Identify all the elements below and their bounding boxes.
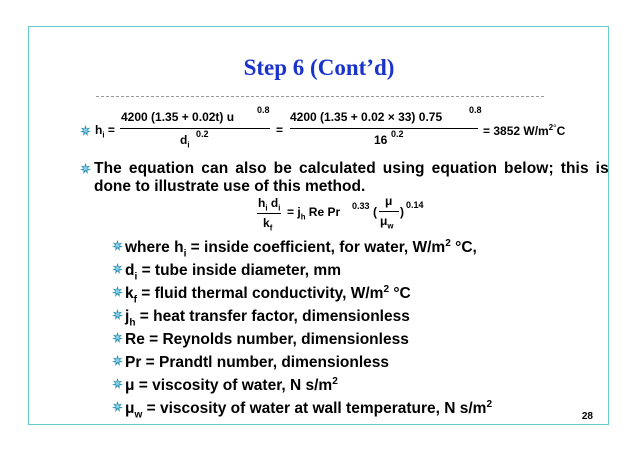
eq2-numerator: $h_i$ $d_i$ <box>258 196 281 213</box>
eq1-denominator-2: 16 <box>374 133 388 147</box>
eq1-denominator-1: $d_i$ <box>180 133 190 150</box>
eq1-numerator-2-exp: 0.8 <box>469 105 482 115</box>
eq1-lhs: $h_i$ = <box>95 123 115 140</box>
definition-item: $d_i$ = tube inside diameter, mm <box>125 262 341 283</box>
page-number: 28 <box>581 411 593 422</box>
eq2-fraction-bar <box>257 213 281 214</box>
definition-item: $\mu_w$ = viscosity of water at wall temperature, N $s/m^2$ <box>125 399 493 421</box>
eq2-rhs: = $j_h$ Re Pr <box>287 205 341 222</box>
definition-item: where $h_i$ = inside coefficient, for water, $W/m^2$ °C, <box>125 238 477 260</box>
bullet-icon <box>112 332 123 343</box>
slide-title: Step 6 (Cont’d) <box>243 55 395 80</box>
eq1-denominator-2-exp: 0.2 <box>391 129 404 139</box>
bullet-icon <box>112 355 123 366</box>
eq1-equals-2: = <box>276 123 284 137</box>
eq1-fraction-bar-2 <box>290 128 478 129</box>
bullet-icon <box>112 309 123 320</box>
bullet-icon <box>80 163 91 174</box>
definition-item: $j_h$ = heat transfer factor, dimensionless <box>125 308 410 329</box>
eq1-result: = 3852 $W/m^{2^\circ}C$ <box>483 123 566 138</box>
definition-item: μ = viscosity of water, N $s/m^2$ <box>125 376 338 395</box>
definition-item: $k_f$ = fluid thermal conductivity, $W/m^2$ °C <box>125 284 411 306</box>
bullet-icon <box>112 240 123 251</box>
bullet-icon <box>112 401 123 412</box>
bullet-icon <box>112 263 123 274</box>
eq1-numerator-1: 4200 (1.35 + 0.02t) u <box>121 110 235 124</box>
eq2-paren-exp: 0.14 <box>406 200 424 210</box>
definition-item: Re = Reynolds number, dimensionless <box>125 331 409 349</box>
eq2-mu: μ <box>385 194 393 208</box>
eq1-fraction-bar-1 <box>120 128 270 129</box>
definition-item: Pr = Prandtl number, dimensionless <box>125 354 390 372</box>
eq2-paren-open: ( <box>373 205 377 219</box>
eq2-mu-w: $\mu_w$ <box>380 214 394 231</box>
bullet-icon <box>80 125 91 136</box>
bullet-icon <box>112 378 123 389</box>
eq1-numerator-2: 4200 (1.35 + 0.02 × 33) 0.75 <box>290 110 443 124</box>
paragraph-line-1: The equation can also be calculated using equation below; this is <box>94 160 609 177</box>
eq2-pr-exp: 0.33 <box>352 201 370 211</box>
eq2-paren-close: ) <box>400 205 404 219</box>
paragraph-line-2: done to illustrate use of this method. <box>94 178 366 195</box>
title-divider <box>96 96 544 97</box>
eq1-denominator-1-exp: 0.2 <box>196 129 209 139</box>
eq1-numerator-1-exp: 0.8 <box>257 105 270 115</box>
bullet-icon <box>112 286 123 297</box>
eq2-mu-fraction-bar <box>379 211 399 212</box>
eq2-denominator: $k_f$ <box>263 216 273 233</box>
